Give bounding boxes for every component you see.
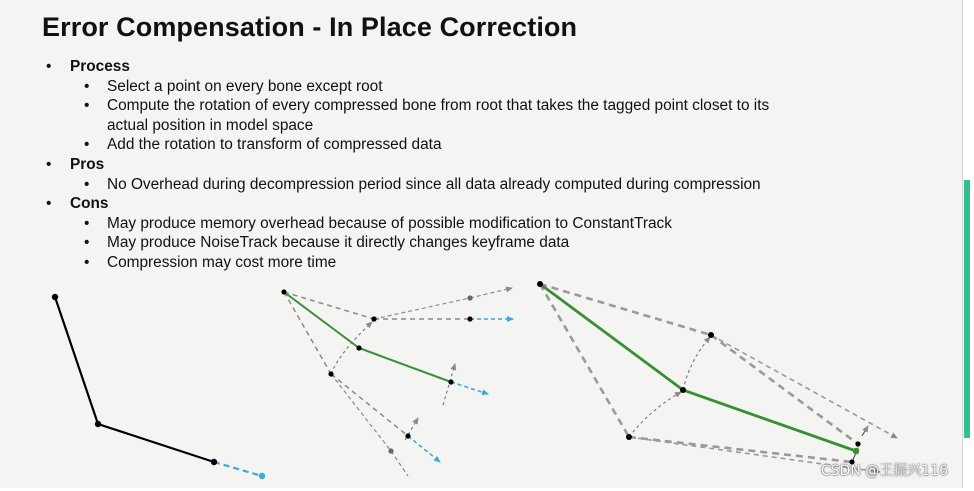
slide-title: Error Compensation - In Place Correction [42,12,578,42]
correction-step-chain [281,288,513,476]
final-corrected-chain [537,281,897,472]
section-heading-pros: • Pros [44,155,867,175]
list-item: • Compression may cost more time [44,253,807,273]
list-item: • May produce NoiseTrack because it directly changes keyframe data [44,233,807,253]
bullet-list [44,57,867,273]
list-item: • Compute the rotation of every compressed bone from root that takes the tagged point closet to its actual position in model space [44,96,807,135]
list-item: • No Overhead during decompression period since all data already computed during compression [44,175,867,195]
accent-bar [964,180,970,438]
watermark: CSDN @王振兴116 [820,463,948,479]
bone-correction-diagram [0,270,962,488]
list-item: • May produce memory overhead because of possible modification to ConstantTrack [44,214,807,234]
original-chain [52,294,265,479]
list-item: • Select a point on every bone except root [44,77,807,97]
section-heading-process: • Process [44,57,867,77]
list-item: • Add the rotation to transform of compressed data [44,135,807,155]
section-heading-cons: • Cons [44,194,867,214]
